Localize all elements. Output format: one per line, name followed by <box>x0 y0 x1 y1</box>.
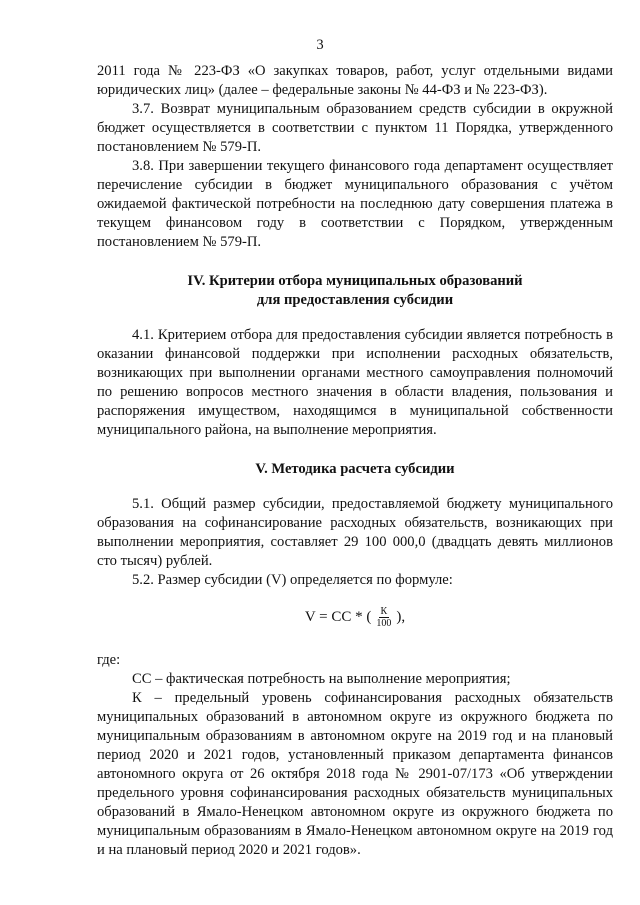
where-label: где: <box>97 652 121 668</box>
paragraph-3-7: 3.7. Возврат муниципальным образованием средств субсидии в окружной бюджет осуществляется в соответствии с пунктом 11 Порядка, утвержденного постановлением № 579-П. <box>97 101 613 155</box>
document-body <box>97 62 613 860</box>
section-5-heading: V. Методика расчета субсидии <box>255 461 455 477</box>
subsidy-formula <box>97 606 613 629</box>
formula-rhs: ), <box>396 609 406 625</box>
formula-lhs: V = СС * ( <box>304 609 372 625</box>
paragraph-5-1: 5.1. Общий размер субсидии, предоставляемой бюджету муниципального образования на софинансирование расходных обязательств, возникающих при выполнении мероприятия, составляет 29 100 000,0 (двадцать девять миллионов сто тысяч) рублей. <box>97 496 613 569</box>
paragraph-continuation: 2011 года № 223-ФЗ «О закупках товаров, работ, услуг отдельными видами юридических лиц» (далее – федеральные законы № 44-ФЗ и № 223-ФЗ). <box>97 63 613 98</box>
paragraph-5-2: 5.2. Размер субсидии (V) определяется по формуле: <box>132 572 453 588</box>
formula-numerator: К <box>380 606 388 617</box>
page-number: 3 <box>316 37 324 53</box>
formula-fraction <box>374 606 393 629</box>
definition-k: К – предельный уровень софинансирования расходных обязательств муниципальных образований в автономном округе из окружного бюджета по муниципальным образованиям в автономном округе на 2019 год и на плановый период 2020 и 2021 годов, установленный приказом департамента финансов автономного округа от 26 октября 2018 года № 2901-07/173 «Об утверждении предельного уровня софинансирования расходных обязательств муниципальных образований в Ямало-Ненецком автономном округе из окружного бюджета по муниципальным образованиям в Ямало-Ненецком автономном округе на 2019 год и на плановый период 2020 и 2021 годов». <box>97 690 613 858</box>
formula-denominator: 100 <box>376 618 392 629</box>
definition-cc: СС – фактическая потребность на выполнение мероприятия; <box>132 671 511 687</box>
section-4-heading-line2: для предоставления субсидии <box>256 292 454 308</box>
paragraph-3-8: 3.8. При завершении текущего финансового года департамент осуществляет перечисление субсидии в бюджет муниципального образования с учётом ожидаемой фактической потребности на последнюю дату совершения платежа в текущем финансовом году в соответствии с Порядком, утвержденным постановлением № 579-П. <box>97 158 613 250</box>
section-4-heading-line1: IV. Критерии отбора муниципальных образований <box>187 273 523 289</box>
paragraph-4-1: 4.1. Критерием отбора для предоставления субсидии является потребность в оказании финансовой поддержки при исполнении расходных обязательств, возникающих при выполнении органами местного самоуправления полномочий по решению вопросов местного значения в области владения, пользования и распоряжения имуществом, находящимся в муниципальной собственности муниципального района, на выполнение мероприятия. <box>97 327 613 438</box>
